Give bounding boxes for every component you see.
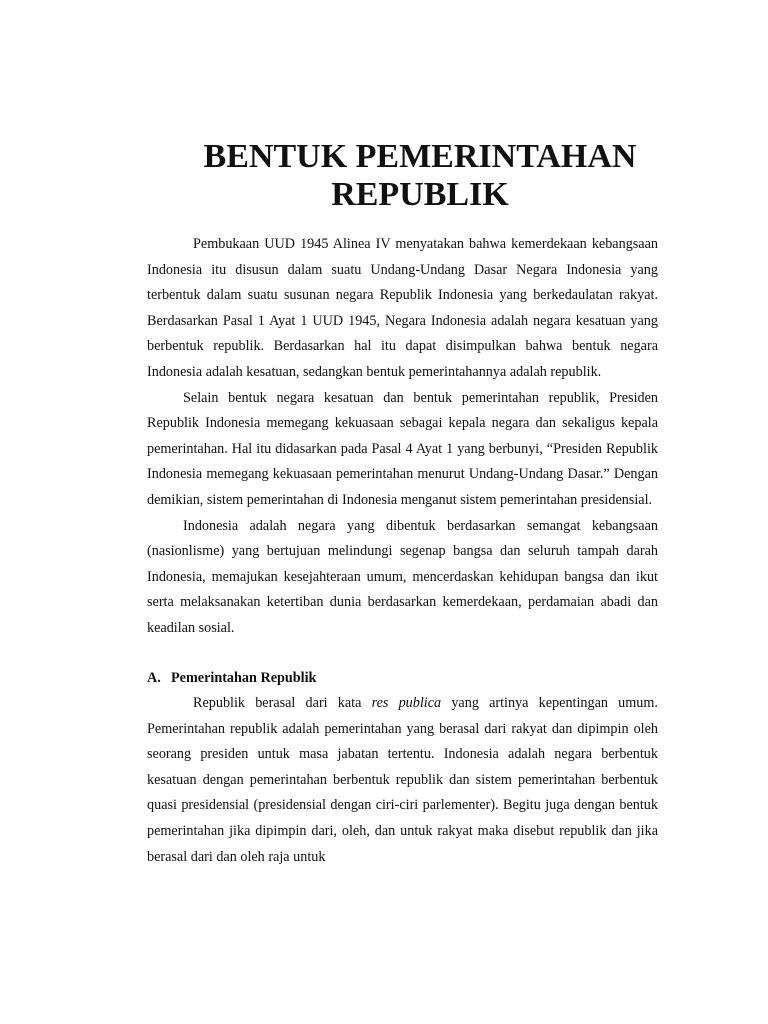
section-heading-a — [147, 666, 658, 692]
body-text — [147, 232, 658, 870]
title-line-2: REPUBLIK — [331, 176, 509, 213]
title-line-1: BENTUK PEMERINTAHAN — [203, 138, 637, 175]
paragraph-1: Pembukaan UUD 1945 Alinea IV menyatakan bahwa kemerdekaan kebangsaan Indonesia itu disusun dalam suatu Undang-Undang Dasar Negara Indonesia yang terbentuk dalam suatu susunan negara Republik Indonesia yang berkedaulatan rakyat. Berdasarkan Pasal 1 Ayat 1 UUD 1945, Negara Indonesia adalah negara kesatuan yang berbentuk republik. Berdasarkan hal itu dapat disimpulkan bahwa bentuk negara Indonesia adalah kesatuan, sedangkan bentuk pemerintahannya adalah republik. — [147, 236, 658, 380]
paragraph-2: Selain bentuk negara kesatuan dan bentuk pemerintahan republik, Presiden Republik Indonesia memegang kekuasaan sebagai kepala negara dan sekaligus kepala pemerintahan. Hal itu didasarkan pada Pasal 4 Ayat 1 yang berbunyi, “Presiden Republik Indonesia memegang kekuasaan pemerintahan menurut Undang-Undang Dasar.” Dengan demikian, sistem pemerintahan di Indonesia menganut sistem pemerintahan presidensial. — [147, 389, 658, 508]
page-title — [120, 138, 720, 214]
section-heading-text: Pemerintahan Republik — [171, 669, 317, 686]
italic-term: res publica — [371, 695, 442, 712]
paragraph-section-a-start: Republik berasal dari kata — [193, 695, 372, 712]
section-letter: A. — [147, 669, 161, 686]
paragraph-section-a-rest: yang artinya kepentingan umum. Pemerintahan republik adalah pemerintahan yang berasal dari rakyat dan dipimpin oleh seorang presiden untuk masa jabatan tertentu. Indonesia adalah negara berbentuk kesatuan dengan pemerintahan berbentuk republik dan sistem pemerintahan berbentuk quasi presidensial (presidensial dengan ciri-ciri parlementer). Begitu juga dengan bentuk pemerintahan jika dipimpin dari, oleh, dan untuk rakyat maka disebut republik dan jika berasal dari dan oleh raja untuk — [147, 695, 658, 865]
paragraph-3: Indonesia adalah negara yang dibentuk berdasarkan semangat kebangsaan (nasionlisme) yang bertujuan melindungi segenap bangsa dan seluruh tampah darah Indonesia, memajukan kesejahteraan umum, mencerdaskan kehidupan bangsa dan ikut serta melaksanakan ketertiban dunia berdasarkan kemerdekaan, perdamaian abadi dan keadilan sosial. — [147, 517, 658, 636]
paragraph-section-a — [147, 691, 658, 870]
